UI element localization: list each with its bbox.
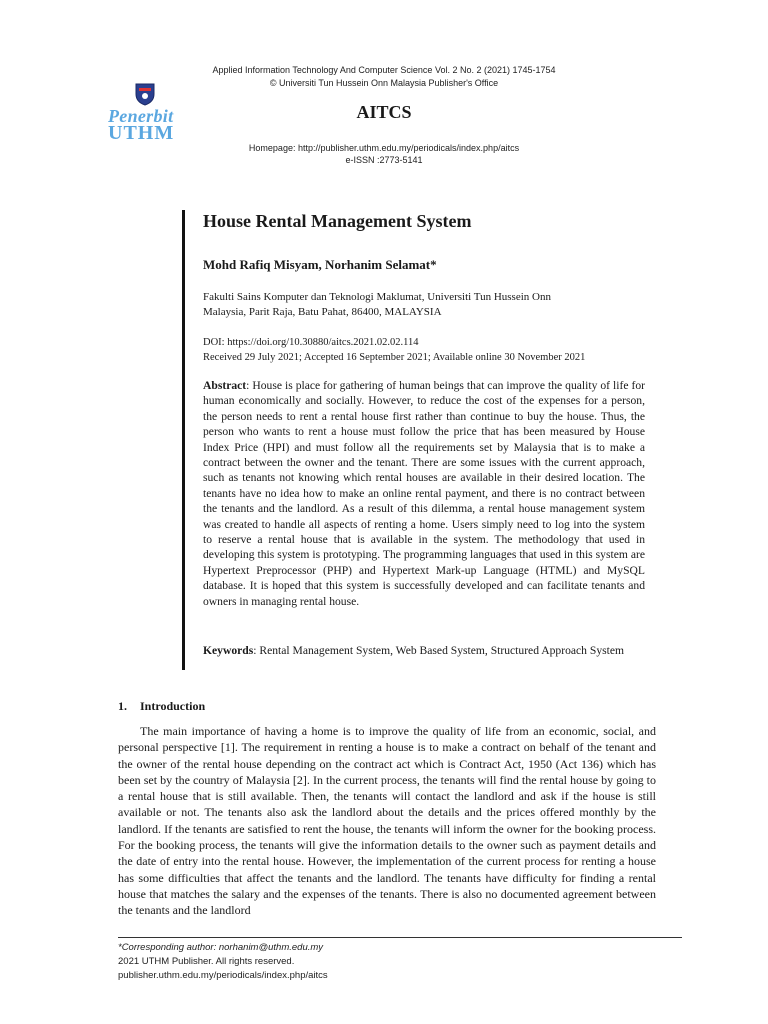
keywords-label: Keywords	[203, 644, 254, 657]
abstract	[203, 378, 645, 609]
article-metadata	[203, 335, 643, 365]
journal-url[interactable]: publisher.uthm.edu.my/periodicals/index.php/aitcs	[118, 970, 328, 981]
footer-divider	[118, 937, 682, 938]
doi-link[interactable]: DOI: https://doi.org/10.30880/aitcs.2021.02.02.114	[203, 337, 419, 348]
affiliation-line-2: Malaysia, Parit Raja, Batu Pahat, 86400, MALAYSIA	[203, 306, 442, 318]
corresponding-author: *Corresponding author: norhanim@uthm.edu.my	[118, 942, 324, 953]
publisher-line: © Universiti Tun Hussein Onn Malaysia Publisher's Office	[269, 78, 499, 88]
left-vertical-rule	[182, 210, 185, 670]
author-affiliation	[203, 290, 643, 320]
keywords	[203, 643, 645, 658]
journal-homepage: Homepage: http://publisher.uthm.edu.my/periodicals/index.php/aitcs	[248, 143, 520, 153]
affiliation-line-1: Fakulti Sains Komputer dan Teknologi Maklumat, Universiti Tun Hussein Onn	[203, 291, 551, 303]
journal-citation-line: Applied Information Technology And Computer Science Vol. 2 No. 2 (2021) 1745-1754	[212, 65, 556, 75]
introduction-paragraph: The main importance of having a home is to improve the quality of life from an economic, social, and personal perspective [1]. The requirement in renting a house is to make a contract on behalf of the tenant and the owner of the rental house depending on the contract act which is Contract Act, 1950 (Act 136) which has been set by the country of Malaysia [2]. In the current process, the tenants will find the rental house by going to a rental house that is still available. Then, the tenants will contact the landlord and ask if the house is still available or not. The tenants also ask the landlord about the details and the prices offered monthly by the landlord. If the tenants are satisfied to rent the house, the tenants will inform the owner for the booking process. For the booking process, the tenants will give the information details to the owner such as payment details and the date of entry into the rental house. However, the implementation of the current process for renting a house has some difficulties that affect the tenants and the landlord. The tenants have difficulty for finding a rental house that matches the salary and the expenses of the tenants. There is also no documented agreement between the tenants and the landlord	[118, 724, 656, 918]
publication-dates: Received 29 July 2021; Accepted 16 September 2021; Available online 30 November 2021	[203, 352, 586, 363]
logo-line-penerbit: Penerbit	[108, 106, 174, 126]
logo-line-uthm: UTHM	[108, 122, 175, 144]
journal-abbreviation: AITCS	[356, 102, 412, 122]
abstract-text: : House is place for gathering of human beings that can improve the quality of life for human economically and socially. However, to reduce the cost of the expenses for a person, the person needs to rent a rental house first rather than continue to buy the house. Thus, the person who wants to rent a house must follow the price that has been measured by House Index Price (HPI) and must follow all the requirements set by Malaysia that is to make a contract between the owner and the tenant. There are some issues with the current approach, such as tenants not knowing which rental houses are available in their desired location. The tenants have no idea how to make an online rental payment, and there is no contract between the tenants and the landlord. As a result of this dilemma, a rental house management system was created to handle all aspects of renting a home. Users simply need to log into the system to reserve a rental house that is available in the system. The methodology that used in developing this system is prototyping. The programming languages that used in this system are Hypertext Preprocessor (PHP) and Hypertext Mark-up Language (HTML) and MySQL database. It is hoped that this system is successfully developed and can facilitate tenants and owners in managing rental house.	[203, 379, 645, 608]
copyright-notice: 2021 UTHM Publisher. All rights reserved.	[118, 956, 295, 967]
journal-eissn: e-ISSN :2773-5141	[345, 155, 423, 165]
section-title: Introduction	[140, 699, 206, 713]
abstract-label: Abstract	[203, 379, 247, 392]
article-title: House Rental Management System	[203, 211, 472, 231]
section-number: 1.	[118, 699, 127, 713]
keywords-text: : Rental Management System, Web Based System, Structured Approach System	[253, 644, 625, 657]
article-authors: Mohd Rafiq Misyam, Norhanim Selamat*	[203, 257, 437, 272]
section-heading-introduction	[118, 699, 205, 714]
